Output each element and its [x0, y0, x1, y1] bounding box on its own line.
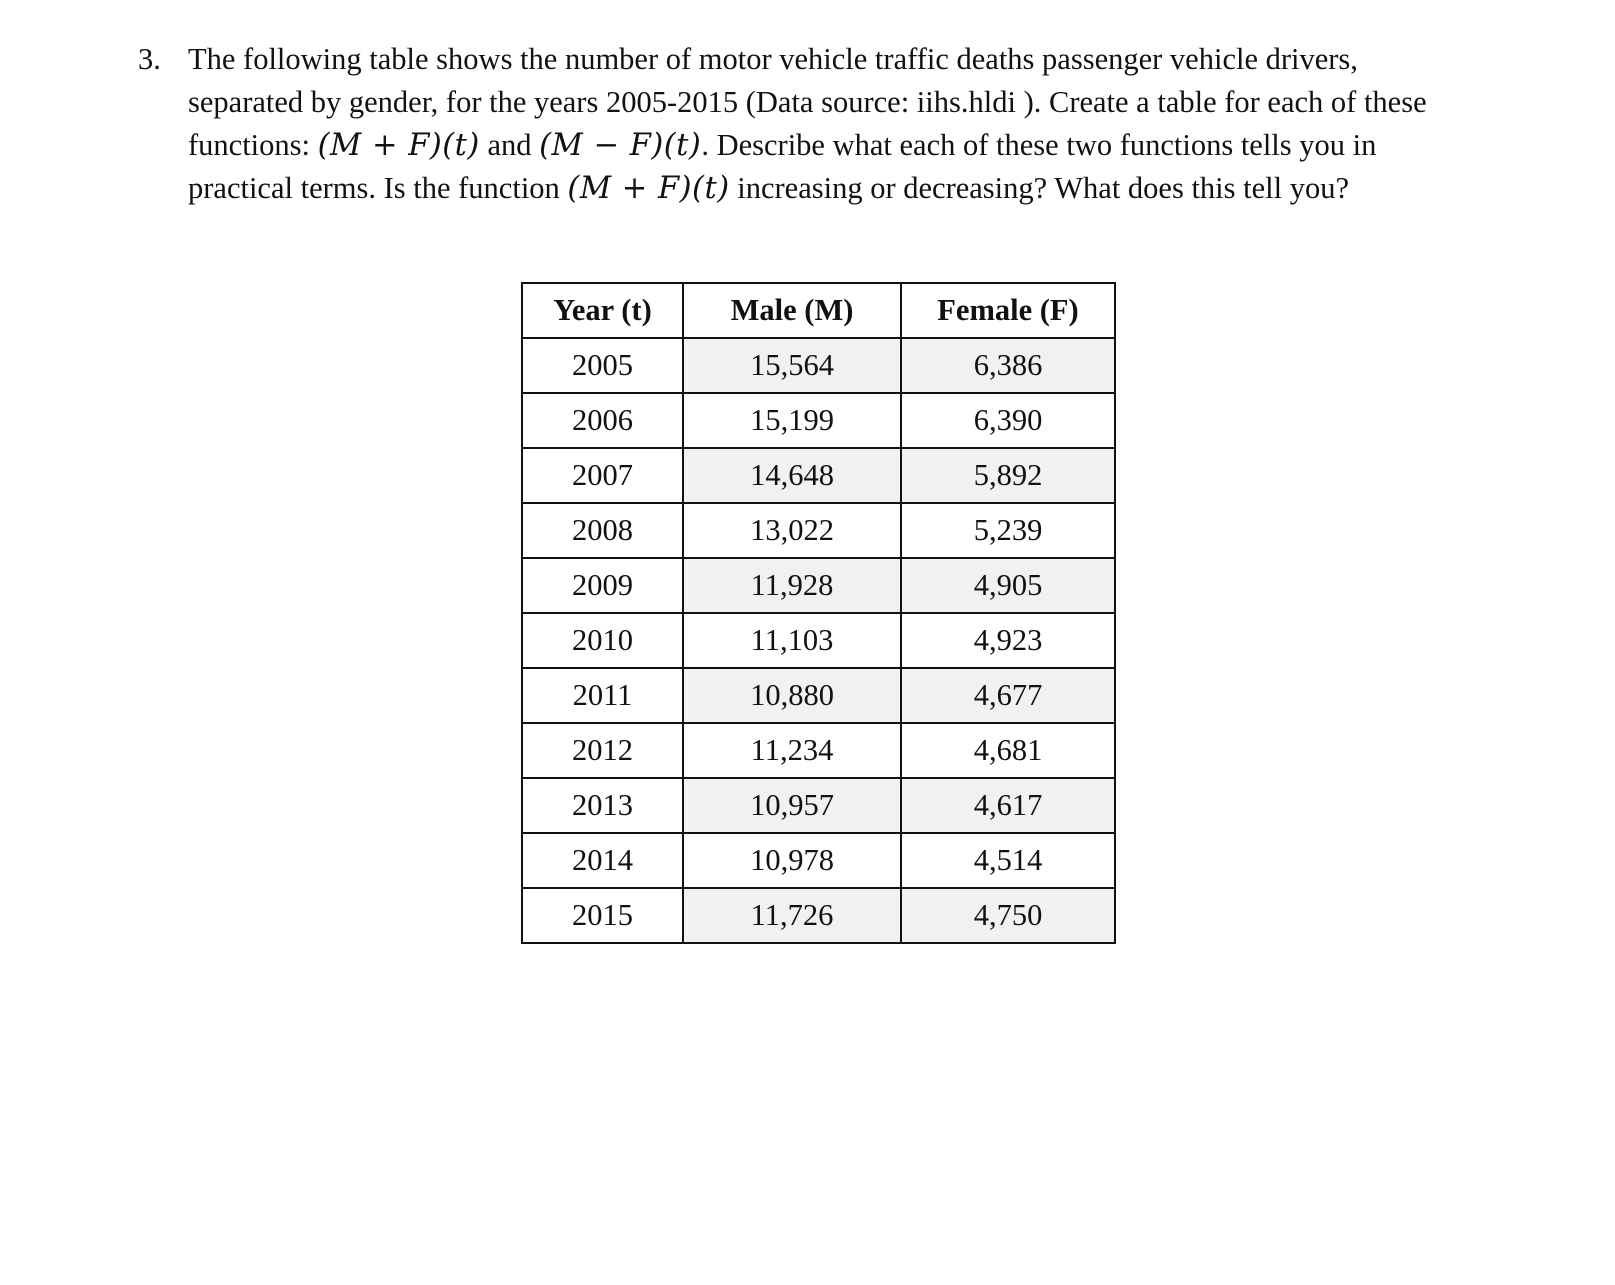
table-row	[522, 613, 1115, 668]
year-cell: 2015	[522, 888, 683, 943]
male-cell: 10,880	[683, 668, 901, 723]
male-cell: 10,978	[683, 833, 901, 888]
table-row	[522, 448, 1115, 503]
header-female: Female (F)	[901, 283, 1115, 338]
problem-line-2: separated by gender, for the years 2005-2015 (Data source: iihs.hldi ). Create a table for each of these	[188, 85, 1427, 119]
year-cell: 2007	[522, 448, 683, 503]
line-3-prefix: functions:	[188, 128, 318, 162]
problem-line-1: The following table shows the number of motor vehicle traffic deaths passenger vehicle drivers,	[188, 42, 1358, 76]
female-cell: 5,239	[901, 503, 1115, 558]
year-cell: 2005	[522, 338, 683, 393]
female-cell: 4,514	[901, 833, 1115, 888]
line-4-prefix: practical terms. Is the function	[188, 171, 568, 205]
male-cell: 15,564	[683, 338, 901, 393]
table-row	[522, 778, 1115, 833]
female-cell: 6,386	[901, 338, 1115, 393]
female-cell: 5,892	[901, 448, 1115, 503]
male-cell: 15,199	[683, 393, 901, 448]
year-cell: 2006	[522, 393, 683, 448]
table-row	[522, 888, 1115, 943]
line-4-suffix: increasing or decreasing? What does this tell you?	[729, 171, 1350, 205]
male-cell: 13,022	[683, 503, 901, 558]
male-cell: 10,957	[683, 778, 901, 833]
table-row	[522, 338, 1115, 393]
line-3-suffix: . Describe what each of these two functions tells you in	[701, 128, 1377, 162]
male-cell: 11,726	[683, 888, 901, 943]
female-cell: 4,923	[901, 613, 1115, 668]
problem-text	[188, 38, 1588, 210]
table-row	[522, 393, 1115, 448]
female-cell: 6,390	[901, 393, 1115, 448]
table-row	[522, 503, 1115, 558]
table-row	[522, 668, 1115, 723]
year-cell: 2014	[522, 833, 683, 888]
problem-number: 3.	[138, 42, 161, 76]
problem-line-3	[188, 124, 1588, 167]
year-cell: 2012	[522, 723, 683, 778]
year-cell: 2008	[522, 503, 683, 558]
header-male: Male (M)	[683, 283, 901, 338]
math-difference-function: (M − F)(t)	[539, 128, 702, 163]
math-sum-function: (M + F)(t)	[317, 128, 480, 163]
year-cell: 2011	[522, 668, 683, 723]
traffic-deaths-table	[521, 282, 1116, 944]
table-row	[522, 723, 1115, 778]
header-year: Year (t)	[522, 283, 683, 338]
line-3-and: and	[479, 128, 540, 162]
problem-line-4	[188, 167, 1588, 210]
male-cell: 11,103	[683, 613, 901, 668]
male-cell: 11,928	[683, 558, 901, 613]
table-header-row	[522, 283, 1115, 338]
table-row	[522, 833, 1115, 888]
male-cell: 14,648	[683, 448, 901, 503]
female-cell: 4,617	[901, 778, 1115, 833]
male-cell: 11,234	[683, 723, 901, 778]
table-row	[522, 558, 1115, 613]
female-cell: 4,681	[901, 723, 1115, 778]
female-cell: 4,905	[901, 558, 1115, 613]
female-cell: 4,750	[901, 888, 1115, 943]
year-cell: 2013	[522, 778, 683, 833]
year-cell: 2010	[522, 613, 683, 668]
year-cell: 2009	[522, 558, 683, 613]
female-cell: 4,677	[901, 668, 1115, 723]
math-sum-function: (M + F)(t)	[567, 171, 730, 206]
table-body	[522, 338, 1115, 943]
